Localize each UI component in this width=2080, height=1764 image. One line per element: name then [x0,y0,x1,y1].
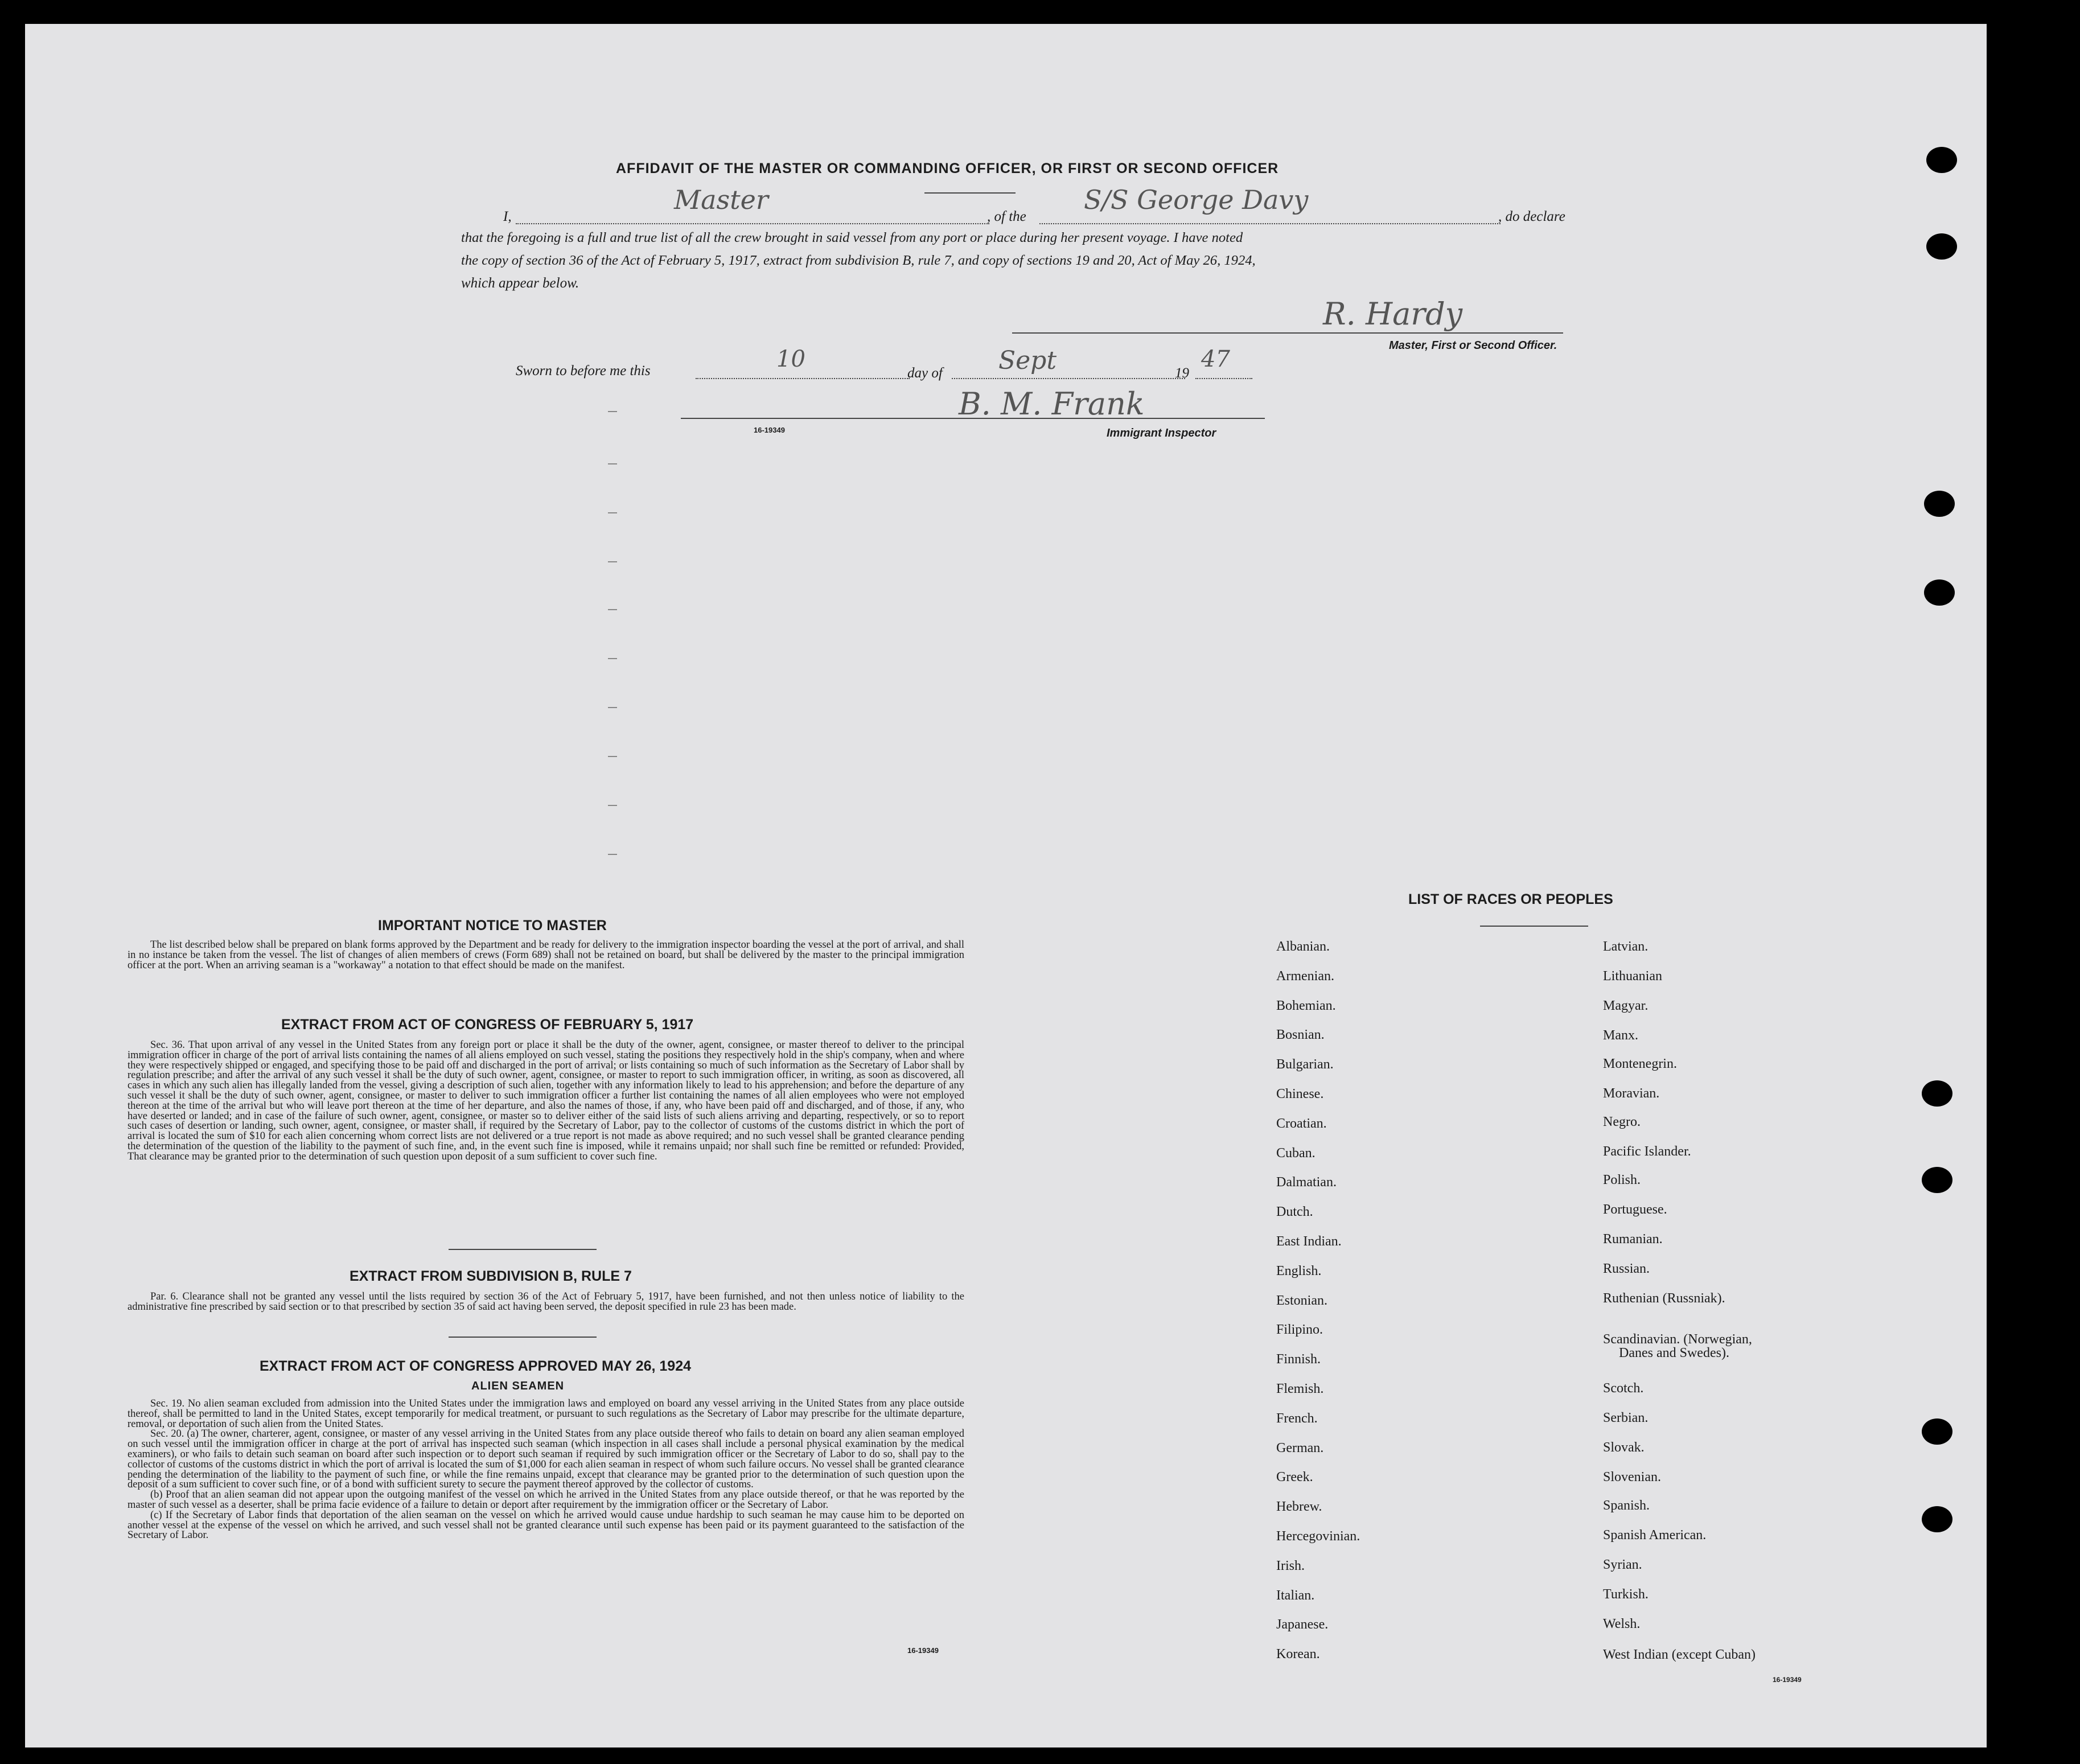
race-item: Montenegrin. [1603,1056,1677,1071]
officer-name-handwritten: Master [674,184,768,215]
race-item: Portuguese. [1603,1202,1667,1217]
inspector-signature-handwritten: B. M. Frank [959,386,1145,422]
alien-seamen-subtitle: ALIEN SEAMEN [471,1380,565,1392]
section-20a-paragraph: Sec. 20. (a) The owner, charterer, agent, consignee, or master of any vessel arriving in the United States from any place outside thereof who fails to detain on board any alien seaman employed on such vessel until the immigration officer in charge at the port of arrival has inspected such seaman (which inspection in all cases shall include a personal physical examination by the medical examiners), or who fails to detain such seaman on board after such inspection or to deport such seaman if required by such immigration officer or the Secretary of Labor to do so, shall pay to the collector of customs of the customs district in which the port of arrival is located the sum of $1,000 for each alien seaman in respect of whom such failure occurs. No vessel shall be granted clearance pending the determination of the liability to the payment of such fine, or while the fine remains unpaid, except that clearance may be granted prior to the determination of such question upon the deposit of a sum sufficient to cover such fine, or of a bond with sufficient surety to secure the payment thereof approved by the collector of customs. [128,1428,964,1491]
race-item: Greek. [1276,1470,1313,1485]
race-item: Finnish. [1276,1352,1321,1367]
punch-hole [1922,1167,1952,1193]
vessel-name-handwritten: S/S George Davy [1084,184,1309,215]
race-item: Russian. [1603,1261,1650,1276]
extract-rule7-text [128,1292,964,1313]
month-handwritten: Sept [998,346,1057,375]
extract-1924-text [128,1399,964,1541]
race-item: Flemish. [1276,1381,1324,1396]
race-item: English. [1276,1263,1322,1278]
section-20b-paragraph: (b) Proof that an alien seaman did not appear upon the outgoing manifest of the vessel on which he arrived in the United States from any place outside thereof, or that he was reported by the master of such vessel as a deserter, shall be prima facie evidence of a failure to detain or deport after requirement by the immigration officer or the Secretary of Labor. [128,1489,964,1511]
race-item: Serbian. [1603,1411,1649,1425]
punch-hole [1926,147,1957,173]
i-label: I, [503,209,512,224]
race-item: Dalmatian. [1276,1175,1337,1190]
race-item: Ruthenian (Russniak). [1603,1291,1725,1306]
race-item: Negro. [1603,1115,1641,1129]
race-item: Bulgarian. [1276,1057,1334,1072]
race-item: Hercegovinian. [1276,1529,1360,1544]
punch-hole [1924,491,1955,517]
race-item: Irish. [1276,1558,1305,1573]
master-signature-handwritten: R. Hardy [1323,296,1463,332]
rule-7-paragraph: Par. 6. Clearance shall not be granted any vessel until the lists required by section 36 of the Act of February 5, 1917, have been furnished, and not then unless notice of liability to the administrative fine prescribed by said section or to that prescribed by section 35 of said act having been served, the deposit specified in rule 23 has been made. [128,1291,964,1313]
extract-1917-text [128,1041,964,1162]
punch-hole [1926,233,1957,260]
race-item: Korean. [1276,1647,1320,1662]
race-item: Spanish American. [1603,1528,1707,1543]
form-number: 16-19349 [1773,1676,1802,1684]
punch-hole [1924,579,1955,606]
declaration-line-2: the copy of section 36 of the Act of February 5, 1917, extract from subdivision B, rule 7, and copy of sections 19 and 20, Act of May 26, 1924, [461,253,1256,268]
race-item: German. [1276,1440,1324,1455]
race-item: Pacific Islander. [1603,1144,1691,1159]
extract-rule7-title: EXTRACT FROM SUBDIVISION B, RULE 7 [350,1268,632,1284]
race-item: West Indian (except Cuban) [1603,1647,1756,1662]
race-item: Slovenian. [1603,1470,1661,1485]
race-item: Dutch. [1276,1204,1313,1220]
inspector-caption: Immigrant Inspector [1107,427,1216,439]
year-handwritten: 47 [1201,346,1230,372]
form-number: 16-19349 [754,426,785,434]
race-item: Danes and Swedes). [1619,1346,1729,1360]
race-item: Scandinavian. (Norwegian, [1603,1332,1752,1347]
race-item: Spanish. [1603,1498,1650,1513]
do-declare-label: , do declare [1498,209,1565,224]
extract-1917-title: EXTRACT FROM ACT OF CONGRESS OF FEBRUARY 5, 1917 [281,1017,694,1033]
day-handwritten: 10 [776,346,805,372]
of-the-label: , of the [987,209,1026,224]
races-title: LIST OF RACES OR PEOPLES [1408,891,1613,907]
race-item: Estonian. [1276,1293,1327,1308]
race-item: Turkish. [1603,1587,1649,1602]
race-item: Filipino. [1276,1322,1323,1338]
race-item: Albanian. [1276,939,1330,954]
race-item: East Indian. [1276,1234,1342,1249]
race-item: Rumanian. [1603,1232,1663,1247]
sworn-label: Sworn to before me this [516,363,651,379]
race-item: French. [1276,1411,1318,1426]
race-item: Scotch. [1603,1381,1644,1396]
day-of-label: day of [907,365,943,381]
affidavit-title: AFFIDAVIT OF THE MASTER OR COMMANDING OFFICER, OR FIRST OR SECOND OFFICER [616,161,1279,176]
section-20c-paragraph: (c) If the Secretary of Labor finds that deportation of the alien seaman on the vessel on which he arrived would cause undue hardship to such seaman he may cause him to be deported on another vessel at the expense of the vessel on which he arrived, and such vessel shall not be granted clearance until such expense has been paid or its payment guaranteed to the satisfaction of the Secretary of Labor. [128,1509,964,1541]
race-item: Armenian. [1276,968,1334,984]
section-36-paragraph: Sec. 36. That upon arrival of any vessel in the United States from any foreign port or place it shall be the duty of the owner, agent, consignee, or master thereof to deliver to the principal immigration officer in charge of the port of arrival lists containing the names of all aliens employed on such vessel, stating the positions they respectively hold in the ship's company, when and where they were respectively shipped or engaged, and specifying those to be paid off and discharged in the port of arrival; or lists containing so much of such information as the Secretary of Labor shall by regulation prescribe; and after the arrival of any such vessel it shall be the duty of such owner, agent, consignee, or master to report to such immigration officer, in writing, as soon as discovered, all cases in which any such alien has illegally landed from the vessel, giving a description of such alien, together with any information likely to lead to his apprehension; and before the departure of any such vessel it shall be the duty of such owner, agent, consignee, or master to deliver to such immigration officer a further list containing the names of all alien employees who were not employed thereon at the time of the arrival but who will leave port thereon at the time of her departure, and also the names of those, if any, who have been paid off and discharged, and of those, if any, who have deserted or landed; and in case of the failure of such owner, agent, consignee, or master so to deliver either of the said lists of such aliens arriving and departing, respectively, or so to report such cases of desertion or landing, such owner, agent, consignee, or master shall, if required by the Secretary of Labor, pay to the collector of customs of the customs district in which the port of arrival is located the sum of $10 for each alien concerning whom correct lists are not delivered or a true report is not made as above required; and no such vessel shall be granted clearance pending the determination of the question of the liability to the payment of such fine, and, in the event such fine is imposed, while it remains unpaid; nor shall such fine be remitted or refunded: Provided, That clearance may be granted prior to the determination of such question upon deposit of a sum sufficient to cover such fine. [128,1039,964,1162]
punch-hole [1922,1080,1952,1107]
punch-hole [1922,1418,1952,1445]
race-item: Polish. [1603,1173,1641,1187]
race-item: Magyar. [1603,998,1649,1013]
signature-caption: Master, First or Second Officer. [1389,339,1557,352]
notice-text [128,940,964,971]
year-prefix: 19 [1175,365,1189,381]
punch-hole [1922,1506,1952,1532]
race-item: Japanese. [1276,1617,1329,1633]
race-item: Lithuanian [1603,969,1662,984]
document-page [25,24,1987,1747]
race-item: Chinese. [1276,1087,1324,1101]
race-item: Hebrew. [1276,1499,1322,1515]
race-item: Cuban. [1276,1145,1316,1161]
race-item: Bosnian. [1276,1027,1325,1043]
race-item: Manx. [1603,1028,1638,1043]
declaration-line-3: which appear below. [461,276,579,291]
notice-title: IMPORTANT NOTICE TO MASTER [378,918,607,934]
extract-1924-title: EXTRACT FROM ACT OF CONGRESS APPROVED MAY 26, 1924 [260,1358,692,1374]
race-item: Croatian. [1276,1116,1327,1131]
declaration-line-1: that the foregoing is a full and true list of all the crew brought in said vessel from any port or place during her present voyage. I have noted [461,230,1243,245]
form-number: 16-19349 [907,1646,939,1655]
race-item: Latvian. [1603,939,1649,954]
notice-paragraph: The list described below shall be prepared on blank forms approved by the Department and be ready for delivery to the immigration inspector boarding the vessel at the port of arrival, and shall in no instance be taken from the vessel. The list of changes of alien members of crews (Form 689) shall not be retained on board, but shall be delivered by the master to the principal immigration officer at the port. When an arriving seaman is a "workaway" a notation to that effect should be made on the manifest. [128,939,964,971]
race-item: Slovak. [1603,1440,1645,1455]
race-item: Bohemian. [1276,998,1336,1013]
race-item: Welsh. [1603,1617,1641,1631]
race-item: Moravian. [1603,1086,1660,1101]
race-item: Syrian. [1603,1557,1642,1572]
section-19-paragraph: Sec. 19. No alien seaman excluded from admission into the United States under the immigration laws and employed on board any vessel arriving in the United States from any place outside thereof, shall be permitted to land in the United States, except temporarily for medical treatment, or pursuant to such regulations as the Secretary of Labor may prescribe for the ultimate departure, removal, or deportation of such alien from the United States. [128,1398,964,1430]
race-item: Italian. [1276,1588,1315,1603]
